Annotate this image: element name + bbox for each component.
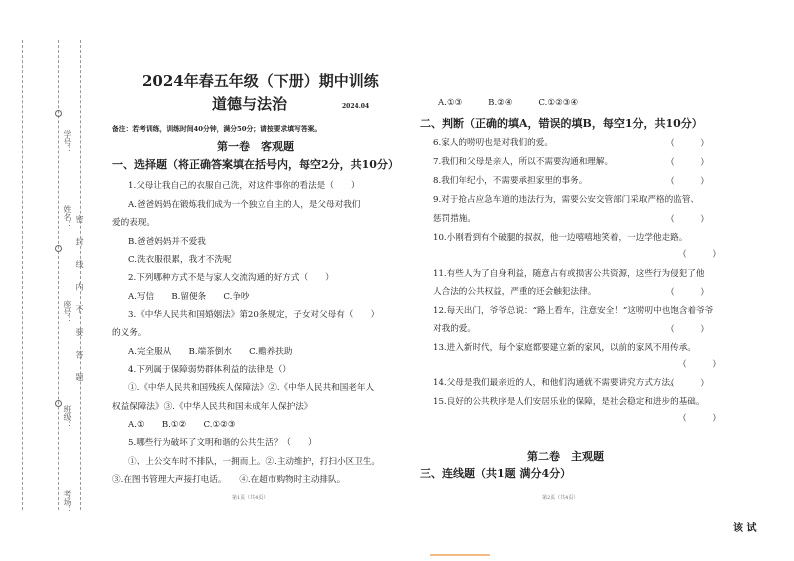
part2-heading: 第二卷 主观题 [527, 450, 604, 463]
section1-heading: 一、选择题（将正确答案填在括号内，每空2分，共10分） [112, 158, 399, 171]
q11-text-cont: 人合法的公共权益，严重的还会触犯法律。 [433, 287, 597, 297]
q5-text: 5.哪些行为破坏了文明和谐的公共生活？（ ） [128, 438, 317, 448]
q8-text: 8.我们年纪小，不需要承担家里的事务。 [433, 176, 588, 186]
q2-options: A.写信 B.留便条 C.争吵 [128, 292, 250, 302]
corner-text: 该 试 [733, 523, 757, 534]
q1-option-c: C.洗衣服很累，我才不洗呢 [128, 255, 232, 265]
answer-paren: （ ） [666, 379, 709, 389]
q5-item-line1: ①、上公交车时不排队，一拥而上。②.主动维护，打扫小区卫生。 [128, 457, 380, 467]
answer-paren: （ ） [666, 325, 709, 335]
q3-options: A.完全服从 B.端茶倒水 C.赡养扶助 [128, 347, 293, 357]
q5-item-line2: ③.在图书管理大声接打电话。 ④.在超市购物时主动排队。 [112, 475, 346, 485]
q1-option-a: A.爸爸妈妈在锻炼我们成为一个独立自主的人，是父母对我们 [128, 200, 361, 210]
q15-text: 15.良好的公共秩序是人们安居乐业的保障，是社会稳定和进步的基础。 [433, 397, 705, 407]
q1-option-b: B.爸爸妈妈并不爱我 [128, 237, 206, 247]
answer-paren: （ ） [666, 139, 709, 149]
q7-text: 7.我们和父母是亲人，所以不需要沟通和理解。 [433, 157, 614, 167]
section3-heading: 三、连线题（共1题 满分4分） [420, 467, 572, 480]
q13-text: 13.进入新时代，每个家庭都要建立新的家风，以前的家风不用传承。 [433, 343, 696, 353]
q12-text-cont: 对我的爱。 [433, 324, 476, 334]
q2-text: 2.下列哪种方式不是与家人交流沟通的好方式（ ） [128, 273, 334, 283]
q1-option-a-cont: 爱的表现。 [112, 218, 155, 228]
q14-text: 14.父母是我们最亲近的人，和他们沟通就不需要讲究方式方法。 [433, 378, 679, 388]
q4-text: 4.下列属于保障弱势群体利益的法律是（） [128, 365, 291, 375]
answer-paren: （ ） [666, 177, 709, 187]
dashed-line [22, 40, 23, 510]
ring-icon [55, 110, 62, 117]
q10-text: 10.小刚看到有个破腿的叔叔，他一边嘻嘻地笑着，一边学他走路。 [433, 233, 688, 243]
q9-text: 9.对于抢占应急车道的违法行为，需要公安交管部门采取严格的监管、 [433, 195, 700, 205]
exam-title: 2024年春五年级（下册）期中训练 [142, 72, 379, 90]
scan-mark [430, 554, 490, 556]
binding-strip [0, 0, 86, 561]
answer-paren: （ ） [678, 360, 721, 370]
q6-text: 6.家人的唠叨也是对我们的爱。 [433, 138, 553, 148]
q3-text: 3.《中华人民共和国婚姻法》第20条规定，子女对父母有（ ） [128, 310, 380, 320]
answer-paren: （ ） [666, 288, 709, 298]
q1-text: 1.父母让我自己的衣服自己洗，对这件事你的看法是（ ） [128, 181, 360, 191]
answer-paren: （ ） [678, 250, 721, 260]
exam-date: 2024.04 [342, 103, 370, 110]
q5-options: A.①③ B.②④ C.①②③④ [438, 98, 579, 108]
page-footer-right: 第2页（共4页） [542, 495, 579, 501]
q11-text: 11.有些人为了自身利益，随意占有或损害公共资源，这些行为侵犯了他 [433, 269, 705, 279]
label-name: 姓名： [63, 205, 72, 229]
ring-icon [55, 245, 62, 252]
page-footer-left: 第1页（共4页） [232, 495, 269, 501]
label-class: 班级： [63, 405, 72, 429]
ring-icon [55, 400, 62, 407]
exam-note: 备注：若考训练，训练时间40分钟，满分50分；请按要求填写答案。 [112, 125, 322, 133]
q4-item-line1: ①.《中华人民共和国残疾人保障法》②.《中华人民共和国老年人 [128, 383, 375, 393]
q3-text-cont: 的义务。 [112, 328, 147, 338]
q9-text-cont: 惩罚措施。 [433, 214, 476, 224]
q4-item-line2: 权益保障法》③.《中华人民共和国未成年人保护法》 [112, 402, 313, 412]
q12-text: 12.每天出门，爷爷总说：“路上看车，注意安全！”这唠叨中也饱含着爷爷 [433, 306, 714, 316]
q4-options: A.① B.①② C.①②③ [128, 420, 236, 430]
answer-paren: （ ） [666, 215, 709, 225]
label-seat: 座号： [63, 300, 72, 324]
part1-heading: 第一卷 客观题 [217, 140, 294, 153]
seal-line-text: 密 封 线 内 不 要 答 题 [75, 215, 84, 387]
section2-heading: 二、判断（正确的填A，错误的填B，每空1分，共10分） [420, 117, 703, 130]
label-student-id: 学号： [63, 130, 72, 154]
exam-subject: 道德与法治 [212, 95, 288, 113]
label-room: 考场： [63, 490, 72, 514]
answer-paren: （ ） [666, 158, 709, 168]
answer-paren: （ ） [678, 414, 721, 424]
